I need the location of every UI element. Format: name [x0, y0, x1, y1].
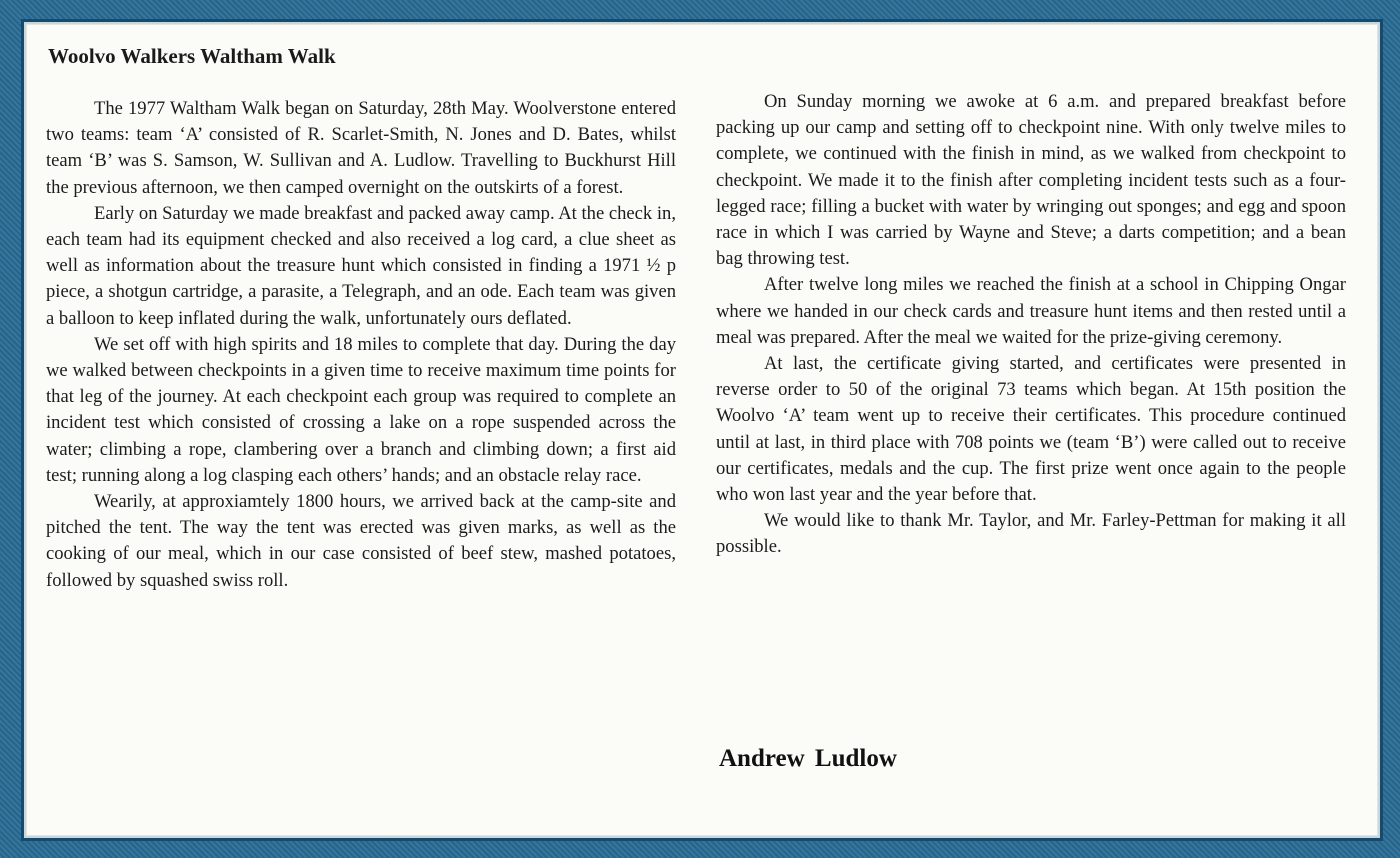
paragraph: We set off with high spirits and 18 miles to complete that day. During the day we walked between checkpoints in a given time to receive maximum time points for that leg of the journey. At each checkpoint each group was required to complete an incident test which consisted of crossing a lake on a rope suspended across the water; climbing a rope, clambering over a branch and climbing down; a first aid test; running along a log clasping each others’ hands; and an obstacle relay race. — [46, 333, 676, 486]
paragraph: We would like to thank Mr. Taylor, and Mr. Farley-Pettman for making it all possible. — [716, 510, 1346, 558]
paragraph: Early on Saturday we made breakfast and packed away camp. At the check in, each team had its equipment checked and also received a log card, a clue sheet as well as information about the treasure hunt which consisted in finding a 1971 ½ p piece, a shotgun cartridge, a parasite, a Telegraph, and an ode. Each team was given a balloon to keep inflated during the walk, unfortunately ours deflated. — [46, 202, 676, 329]
left-column — [46, 96, 676, 594]
paragraph: After twelve long miles we reached the finish at a school in Chipping Ongar where we handed in our check cards and treasure hunt items and then rested until a meal was prepared. After the meal we waited for the prize-giving ceremony. — [716, 274, 1346, 348]
paragraph: On Sunday morning we awoke at 6 a.m. and prepared breakfast before packing up our camp and setting off to checkpoint nine. With only twelve miles to complete, we continued with the finish in mind, as we walked from checkpoint to checkpoint. We made it to the finish after completing incident tests such as a four-legged race; filling a bucket with water by wringing out sponges; and egg and spoon race in which I was carried by Wayne and Steve; a darts competition; and a bean bag throwing test. — [716, 91, 1346, 270]
paragraph: Wearily, at approxiamtely 1800 hours, we arrived back at the camp-site and pitched the tent. The way the tent was erected was given marks, as well as the cooking of our meal, which in our case consisted of beef stew, mashed potatoes, followed by squashed swiss roll. — [46, 491, 676, 591]
author-signature: Andrew Ludlow — [719, 745, 897, 772]
right-column — [716, 89, 1346, 561]
article-title: Woolvo Walkers Waltham Walk — [48, 44, 336, 68]
paragraph: At last, the certificate giving started, and certificates were presented in reverse order to 50 of the original 73 teams which began. At 15th position the Woolvo ‘A’ team went up to receive their certificates. This procedure continued until at last, in third place with 708 points we (team ‘B’) were called out to receive our certificates, medals and the cup. The first prize went once again to the people who won last year and the year before that. — [716, 353, 1346, 506]
paragraph: The 1977 Waltham Walk began on Saturday, 28th May. Woolverstone entered two teams: team ‘A’ consisted of R. Scarlet-Smith, N. Jones and D. Bates, whilst team ‘B’ was S. Samson, W. Sullivan and A. Ludlow. Travelling to Buckhurst Hill the previous afternoon, we then camped overnight on the outskirts of a forest. — [46, 98, 676, 198]
